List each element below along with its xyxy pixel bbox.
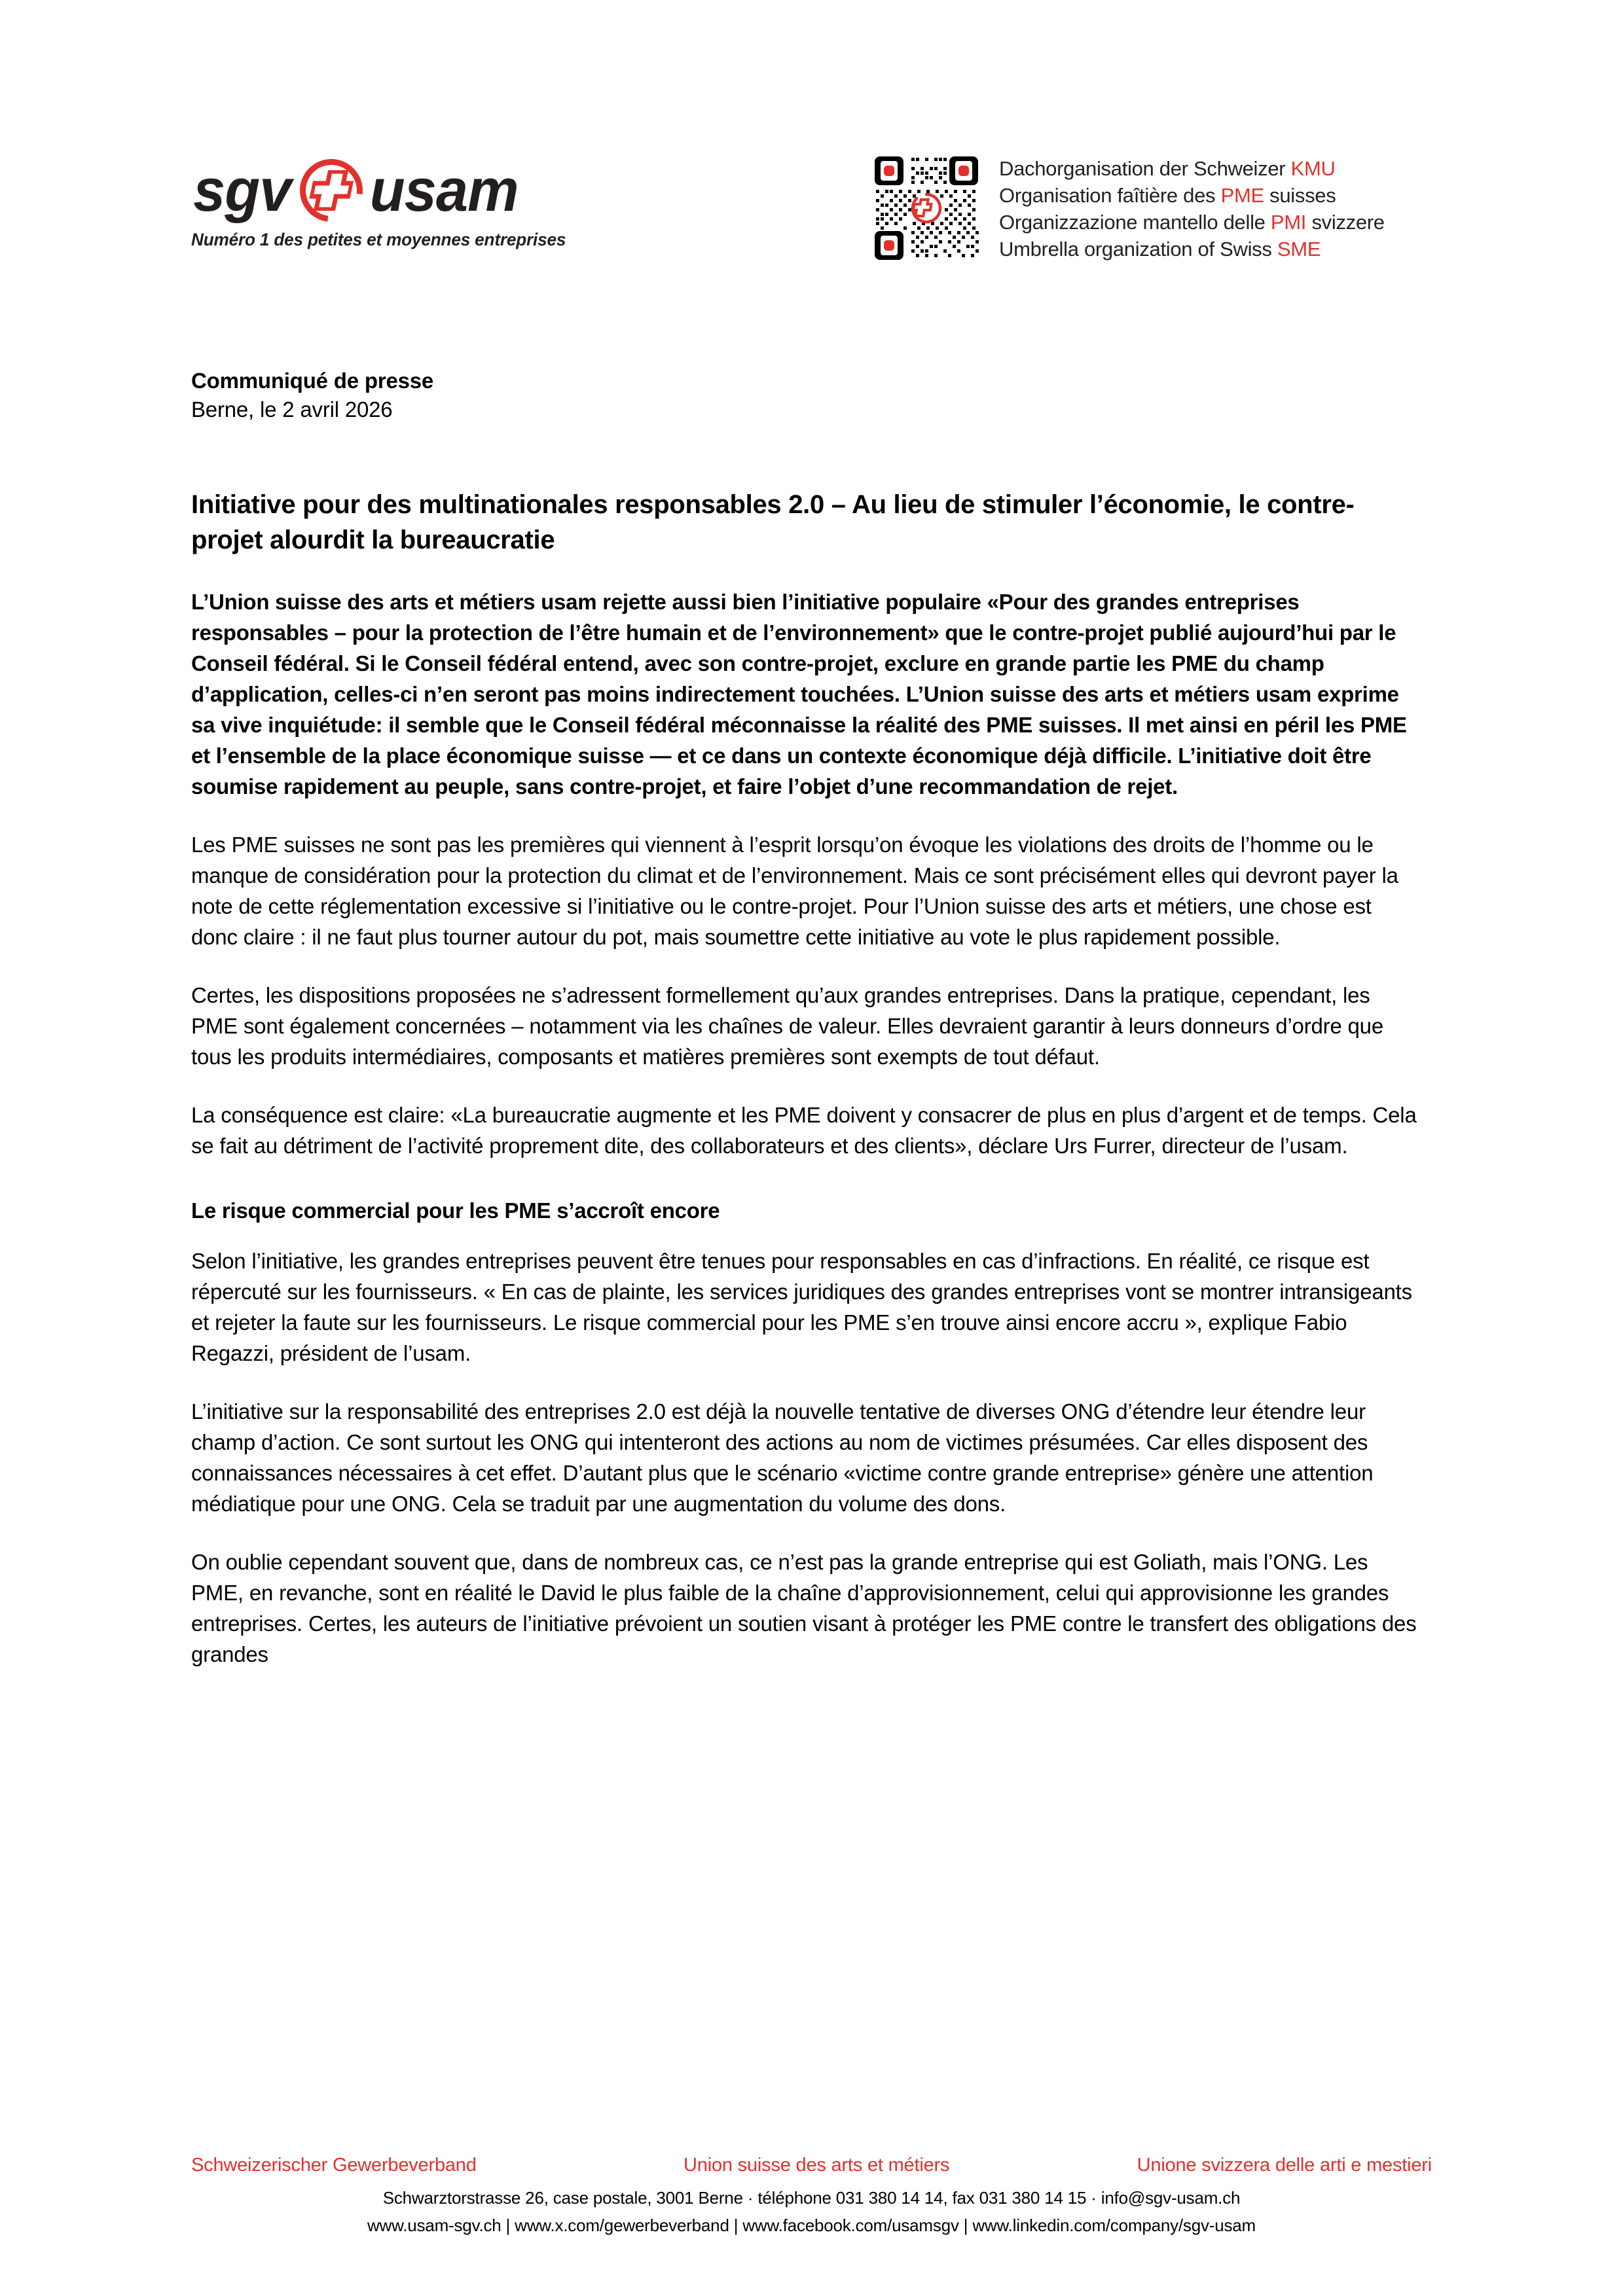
body-paragraph-5: L’initiative sur la responsabilité des entreprises 2.0 est déjà la nouvelle tentative de diverses ONG d’étendre leur étendre leur champ d’action. Ce sont surtout les ONG qui intenteront des actions au nom de victimes présumées. Car elles disposent des connaissances nécessaires à cet effet. D’autant plus que le scénario «victime contre grande entreprise» génère une attention médiatique pour une ONG. Cela se traduit par une augmentation du volume des dons. [191, 1399, 1374, 1516]
body-paragraph-3: La conséquence est claire: «La bureaucratie augmente et les PME doivent y consacrer de plus en plus d’argent et de temps. Cela se fait au détriment de l’activité proprement dite, des collaborateurs et des clients», déclare Urs Furrer, directeur de l’usam. [191, 1103, 1417, 1158]
lang-en-highlight: SME [1277, 238, 1321, 260]
qr-and-languages [872, 154, 1385, 262]
language-line-de [999, 155, 1385, 182]
lang-fr-highlight: PME [1220, 184, 1264, 207]
lang-fr-prefix: Organisation faîtière des [999, 184, 1221, 207]
body-paragraph-4: Selon l’initiative, les grandes entreprises peuvent être tenues pour responsables en cas d’infractions. En réalité, ce risque est répercuté sur les fournisseurs. « En cas de plainte, les services juridiques des grandes entreprises vont se montrer intransigeants et rejeter la faute sur les fournisseurs. Le risque commercial pour les PME s’en trouve ainsi encore accru », explique Fabio Regazzi, président de l’usam. [191, 1249, 1412, 1365]
section-subheading-1: Le risque commercial pour les PME s’accroît encore [191, 1198, 720, 1223]
lang-it-suffix: svizzere [1306, 211, 1385, 234]
document-dateline: Berne, le 2 avril 2026 [191, 397, 393, 422]
logo-wordmark [191, 154, 610, 227]
footer-org-it: Unione svizzera delle arti e mestieri [1137, 2155, 1432, 2176]
logo-text-usam: usam [369, 157, 519, 224]
body-paragraph-1: Les PME suisses ne sont pas les premières qui viennent à l’esprit lorsqu’on évoque les violations des droits de l’homme ou le manque de considération pour la protection du climat et de l’environnement. Mais ce sont précisément elles qui devront payer la note de cette réglementation excessive si l’initiative ou le contre-projet. Pour l’Union suisse des arts et métiers, une chose est donc claire : il ne faut plus tourner autour du pot, mais soumettre cette initiative au vote le plus rapidement possible. [191, 833, 1398, 949]
lead-paragraph: L’Union suisse des arts et métiers usam rejette aussi bien l’initiative populaire «Pour des grandes entreprises responsables – pour la protection de l’être humain et de l’environnement» que le contre-projet publié aujourd’hui par le Conseil fédéral. Si le Conseil fédéral entend, avec son contre-projet, exclure en grande partie les PME du champ d’application, celles-ci n’en seront pas moins indirectement touchées. L’Union suisse des arts et métiers usam exprime sa vive inquiétude: il semble que le Conseil fédéral méconnaisse la réalité des PME suisses. Il met ainsi en péril les PME et l’ensemble de la place économique suisse — et ce dans un contexte économique déjà difficile. L’initiative doit être soumise rapidement au peuple, sans contre-projet, et faire l’objet d’une recommandation de rejet. [191, 590, 1407, 798]
footer-contact-line: Schwarztorstrasse 26, case postale, 3001 Berne · téléphone 031 380 14 14, fax 031 380 14 15 · info@sgv-usam.ch [382, 2188, 1241, 2208]
body-paragraph-6: On oublie cependant souvent que, dans de nombreux cas, ce n’est pas la grande entreprise qui est Goliath, mais l’ONG. Les PME, en revanche, sont en réalité le David le plus faible de la chaîne d’approvisionnement, celui qui approvisionne les grandes entreprises. Certes, les auteurs de l’initiative prévoient un soutien visant à protéger les PME contre le transfert des obligations des grandes [191, 1550, 1417, 1666]
footer-links-line[interactable]: www.usam-sgv.ch | www.x.com/gewerbeverband | www.facebook.com/usamsgv | www.linkedin.com/company/sgv-usam [367, 2215, 1256, 2235]
lang-de-prefix: Dachorganisation der Schweizer [999, 157, 1291, 180]
language-line-fr [999, 182, 1385, 209]
document-header [0, 141, 1623, 291]
swiss-cross-circle-icon [297, 156, 365, 224]
language-list [999, 154, 1385, 262]
lang-it-prefix: Organizzazione mantello delle [999, 211, 1271, 234]
document-body [191, 367, 1435, 1691]
body-paragraph-2: Certes, les dispositions proposées ne s’adressent formellement qu’aux grandes entreprises. Dans la pratique, cependant, les PME sont également concernées – notamment via les chaînes de valeur. Elles devraient garantir à leurs donneurs d’ordre que tous les produits intermédiaires, composants et matières premières sont exempts de tout défaut. [191, 983, 1383, 1069]
lang-de-highlight: KMU [1290, 157, 1336, 180]
language-line-it [999, 209, 1385, 236]
logo-tagline: Numéro 1 des petites et moyennes entreprises [191, 230, 566, 249]
language-line-en [999, 236, 1385, 262]
document-kicker: Communiqué de presse [191, 368, 434, 393]
footer-org-de: Schweizerischer Gewerbeverband [191, 2155, 477, 2176]
lang-en-prefix: Umbrella organization of Swiss [999, 238, 1277, 260]
qr-code[interactable] [872, 154, 981, 262]
footer-org-fr: Union suisse des arts et métiers [684, 2155, 950, 2176]
document-footer [0, 2152, 1623, 2238]
page-title: Initiative pour des multinationales responsables 2.0 – Au lieu de stimuler l’économie, le contre-projet alourdit la bureaucratie [191, 490, 1355, 554]
lang-it-highlight: PMI [1270, 211, 1307, 234]
usam-logo [191, 154, 610, 250]
logo-text-sgv: sgv [193, 157, 291, 224]
footer-organisation-names [0, 2152, 1623, 2178]
lang-fr-suffix: suisses [1264, 184, 1336, 207]
